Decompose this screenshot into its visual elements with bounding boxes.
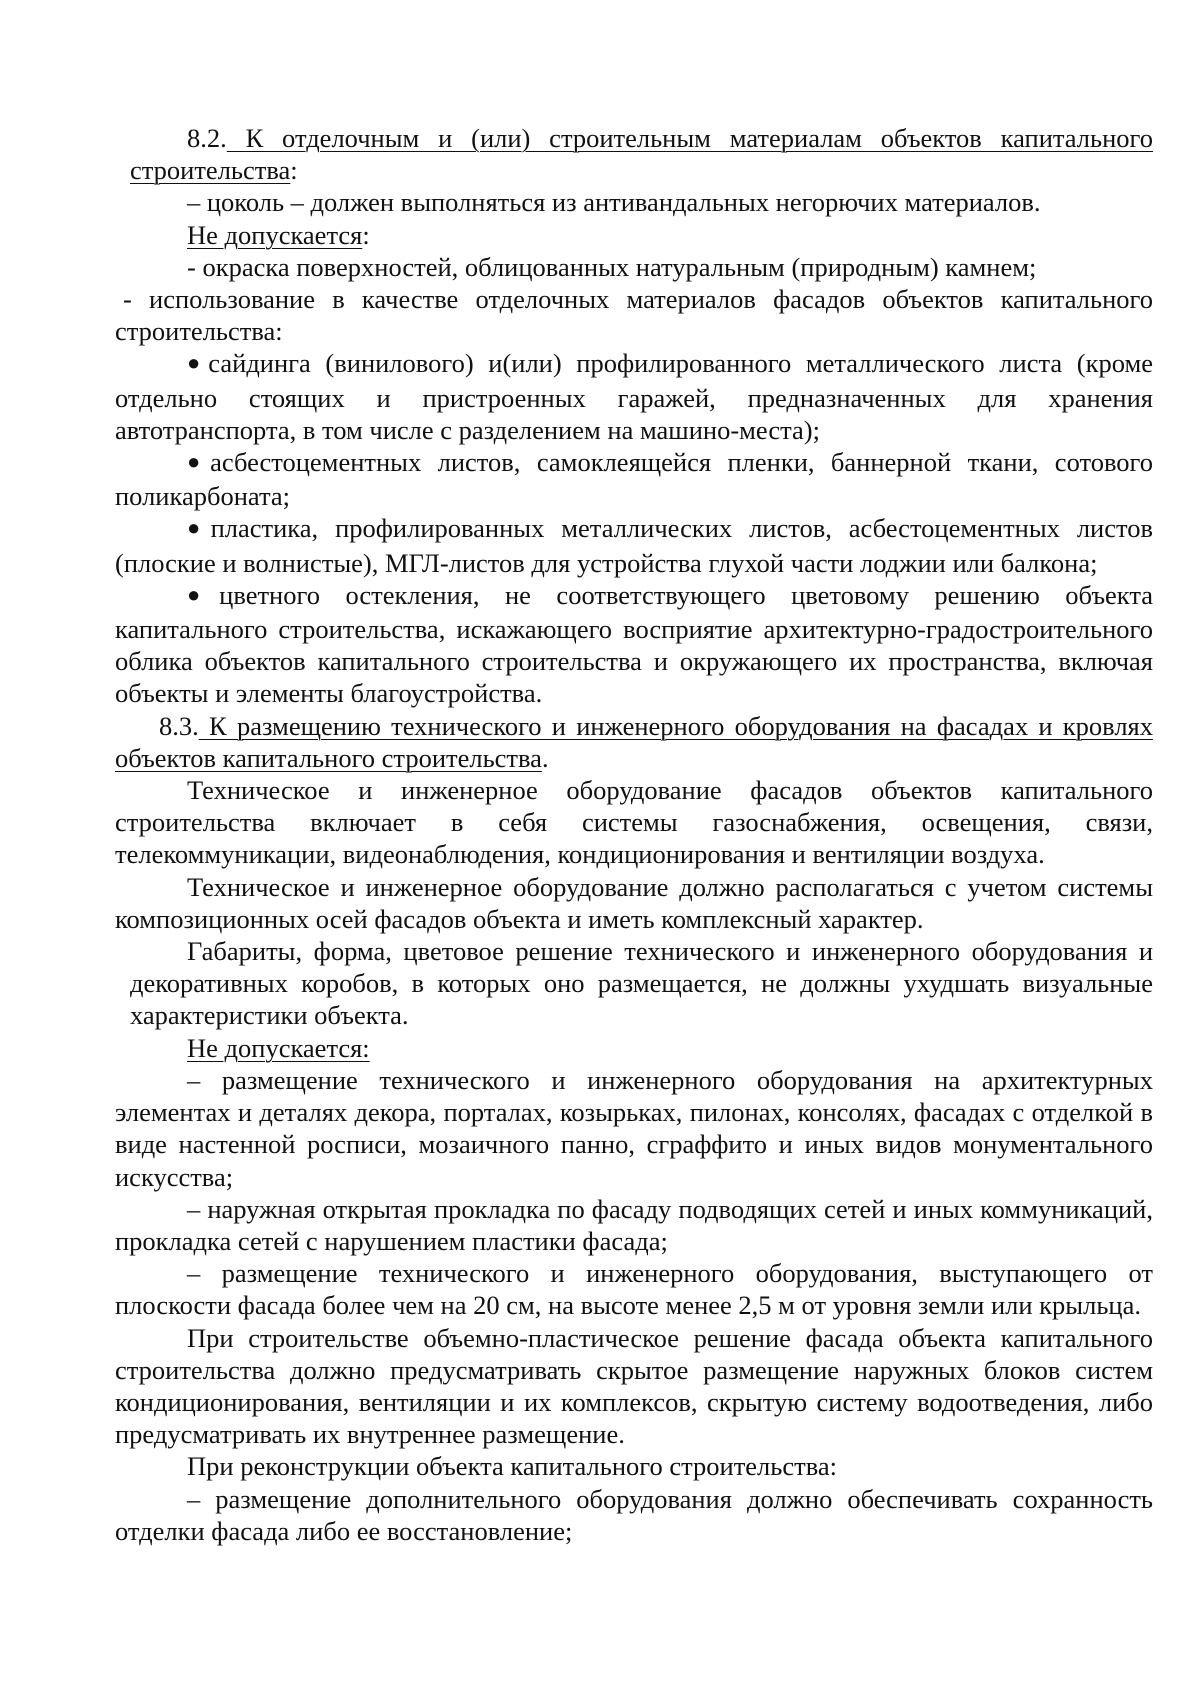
- bullet-icon: ●: [187, 449, 211, 475]
- bullet-item: ●пластика, профилированных металлических листов, асбестоцементных листов (плоские и волнистые), МГЛ-листов для устройства глухой части лоджии или балкона;: [115, 513, 1153, 578]
- paragraph: При строительстве объемно-пластическое решение фасада объекта капитального строительства должно предусматривать скрытое размещение наружных блоков систем кондиционирования, вентиляции и их комплексов, скрытую систему водоотведения, либо предусматривать их внутреннее размещение.: [115, 1322, 1153, 1450]
- list-item: – наружная открытая прокладка по фасаду подводящих сетей и иных коммуникаций, прокладка сетей с нарушением пластики фасада;: [115, 1193, 1153, 1256]
- paragraph: – размещение дополнительного оборудования должно обеспечивать сохранность отделки фасада либо ее восстановление;: [115, 1483, 1153, 1546]
- section-number: 8.3.: [159, 710, 199, 741]
- section-number: 8.2.: [187, 123, 227, 153]
- section-title: К размещению технического и инженерного оборудования на фасадах и кровлях объектов капитального строительства: [115, 710, 1153, 773]
- item-painting: - окраска поверхностей, облицованных натуральным (природным) камнем;: [187, 251, 1037, 282]
- paragraph: При реконструкции объекта капитального строительства:: [187, 1451, 837, 1482]
- section-8-2-heading: 8.2. К отделочным и (или) строительным материалам объектов капитального строительства:: [130, 123, 1153, 186]
- bullet-icon: ●: [187, 350, 209, 376]
- paragraph: Техническое и инженерное оборудование должно располагаться с учетом системы композиционных осей фасадов объекта и иметь комплексный характер.: [115, 871, 1153, 934]
- document-page: [115, 122, 1153, 1547]
- not-allowed-label: Не допускается:: [187, 219, 370, 250]
- plinth-requirement: – цоколь – должен выполняться из антивандальных негорючих материалов.: [187, 187, 1041, 218]
- list-item: – размещение технического и инженерного оборудования на архитектурных элементах и деталях декора, порталах, козырьках, пилонах, консолях, фасадах с отделкой в виде настенной росписи, мозаичного панно, сграффито и иных видов монументального искусства;: [115, 1064, 1153, 1192]
- paragraph: Габариты, форма, цветовое решение технического и инженерного оборудования и декоративных коробов, в которых оно размещается, не должны ухудшать визуальные характеристики объекта.: [130, 936, 1153, 1031]
- section-8-3-heading: 8.3. К размещению технического и инженерного оборудования на фасадах и кровлях объектов капитального строительства.: [115, 710, 1153, 773]
- item-use-materials: - использование в качестве отделочных материалов фасадов объектов капитального строительства:: [115, 284, 1153, 347]
- list-item: – размещение технического и инженерного оборудования, выступающего от плоскости фасада более чем на 20 см, на высоте менее 2,5 м от уровня земли или крыльца.: [115, 1258, 1153, 1321]
- bullet-item: ●асбестоцементных листов, самоклеящейся пленки, баннерной ткани, сотового поликарбоната;: [115, 447, 1153, 512]
- paragraph: Техническое и инженерное оборудование фасадов объектов капитального строительства включает в себя системы газоснабжения, освещения, связи, телекоммуникации, видеонаблюдения, кондиционирования и вентиляции воздуха.: [115, 775, 1153, 870]
- section-title: К отделочным и (или) строительным материалам объектов капитального строительства: [130, 123, 1153, 186]
- bullet-icon: ●: [187, 515, 211, 541]
- not-allowed-label: Не допускается:: [187, 1032, 370, 1063]
- bullet-item: ●сайдинга (винилового) и(или) профилированного металлического листа (кроме отдельно стоящих и пристроенных гаражей, предназначенных для хранения автотранспорта, в том числе с разделением на машино-места);: [115, 348, 1153, 445]
- bullet-icon: ●: [187, 581, 220, 607]
- bullet-item: ●цветного остекления, не соответствующего цветовому решению объекта капитального строительства, искажающего восприятие архитектурно-градостроительного облика объектов капитального строительства и окружающего их пространства, включая объекты и элементы благоустройства.: [115, 579, 1154, 709]
